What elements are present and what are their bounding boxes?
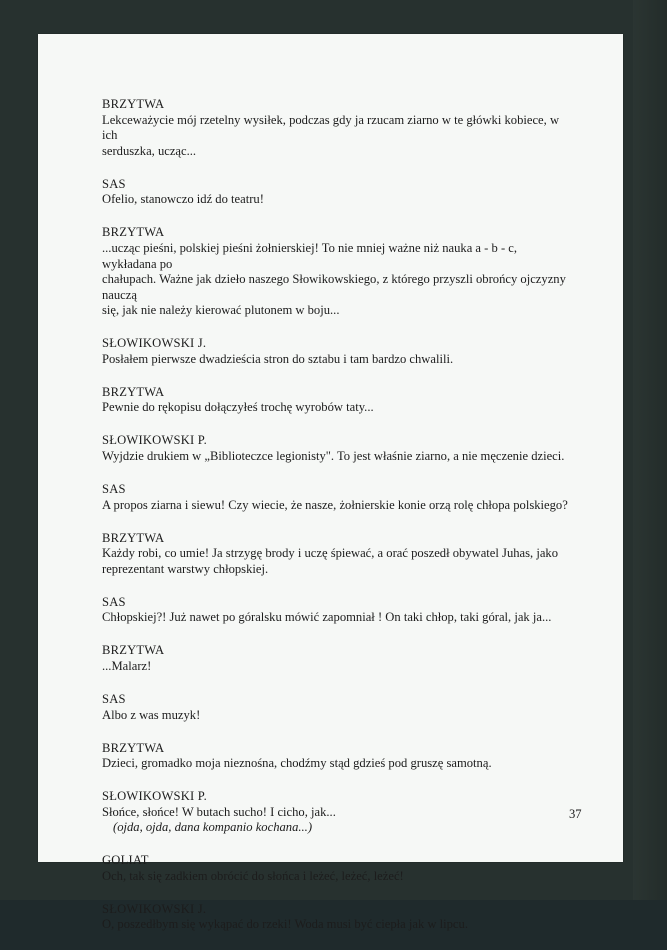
speaker-name: SAS: [102, 482, 126, 497]
speaker-name: BRZYTWA: [102, 384, 165, 399]
dialogue-block: [102, 482, 572, 513]
scanner-edge: [633, 0, 667, 900]
dialogue-line: O, poszedłbym się wykąpać do rzeki! Woda musi być ciepła jak w lipcu.: [102, 917, 468, 932]
dialogue-line: serduszka, ucząc...: [102, 143, 197, 158]
dialogue-line: Albo z was muzyk!: [102, 707, 201, 722]
speaker-name: BRZYTWA: [102, 740, 165, 755]
dialogue-block: [102, 741, 572, 772]
dialogue-line: chałupach. Ważne jak dzieło naszego Słowikowskiego, z którego przyszli obrońcy ojczyzny nauczą: [102, 272, 566, 302]
dialogue-block: [102, 853, 572, 884]
dialogue-block: [102, 225, 572, 319]
dialogue-block: [102, 789, 572, 836]
dialogue-block: [102, 692, 572, 723]
dialogue-line: A propos ziarna i siewu! Czy wiecie, że nasze, żołnierskie konie orzą rolę chłopa polskiego?: [102, 497, 568, 512]
speaker-name: SŁOWIKOWSKI J.: [102, 901, 207, 916]
dialogue-block: [102, 177, 572, 208]
dialogue-line: Pewnie do rękopisu dołączyłeś trochę wyrobów taty...: [102, 400, 374, 415]
speaker-name: SŁOWIKOWSKI P.: [102, 789, 207, 804]
dialogue-block: [102, 643, 572, 674]
speaker-name: BRZYTWA: [102, 530, 165, 545]
dialogue-line: Ofelio, stanowczo idź do teatru!: [102, 192, 264, 207]
dialogue-block: [102, 531, 572, 578]
dialogue-line: Posłałem pierwsze dwadzieścia stron do sztabu i tam bardzo chwalili.: [102, 351, 454, 366]
page-number: 37: [569, 807, 582, 821]
dialogue-line: Chłopskiej?! Już nawet po góralsku mówić zapomniał ! On taki chłop, taki góral, jak ja...: [102, 610, 552, 625]
dialogue-block: [102, 433, 572, 464]
dialogue-line: się, jak nie należy kierować plutonem w boju...: [102, 303, 340, 318]
speaker-name: SŁOWIKOWSKI J.: [102, 336, 207, 351]
speaker-name: SAS: [102, 594, 126, 609]
dialogue-block: [102, 97, 572, 159]
document-page: [38, 34, 623, 932]
speaker-name: BRZYTWA: [102, 643, 165, 658]
speaker-name: SAS: [102, 176, 126, 191]
speaker-name: BRZYTWA: [102, 97, 165, 111]
dialogue-line: Każdy robi, co umie! Ja strzygę brody i uczę śpiewać, a orać poszedł obywatel Juhas, jako: [102, 546, 559, 561]
dialogue-line: ...Malarz!: [102, 658, 152, 673]
dialogue-line: Wyjdzie drukiem w „Biblioteczce legionisty". To jest właśnie ziarno, a nie męczenie dzieci.: [102, 449, 565, 464]
dialogue-block: [102, 902, 572, 933]
dialogue-line: reprezentant warstwy chłopskiej.: [102, 561, 269, 576]
dialogue-block: [102, 595, 572, 626]
speaker-name: BRZYTWA: [102, 225, 165, 240]
speaker-name: SŁOWIKOWSKI P.: [102, 433, 207, 448]
play-script-text: [102, 97, 572, 950]
speaker-name: GOLIAT: [102, 853, 149, 868]
dialogue-line: ...ucząc pieśni, polskiej pieśni żołnierskiej! To nie mniej ważne niż nauka a - b - c, wykładana po: [102, 240, 518, 271]
dialogue-line: Lekceważycie mój rzetelny wysiłek, podczas gdy ja rzucam ziarno w te główki kobiece, w ich: [102, 112, 560, 143]
dialogue-block: [102, 385, 572, 416]
dialogue-block: [102, 336, 572, 367]
dialogue-line: Och, tak się zadkiem obrócić do słońca i leżeć, leżeć, leżeć!: [102, 868, 404, 883]
dialogue-line: Dzieci, gromadko moja nieznośna, chodźmy stąd gdzieś pod gruszę samotną.: [102, 756, 492, 771]
speaker-name: SAS: [102, 691, 126, 706]
stage-direction: (ojda, ojda, dana kompanio kochana...): [113, 820, 313, 835]
dialogue-line: Słońce, słońce! W butach sucho! I cicho, jak...: [102, 804, 336, 819]
